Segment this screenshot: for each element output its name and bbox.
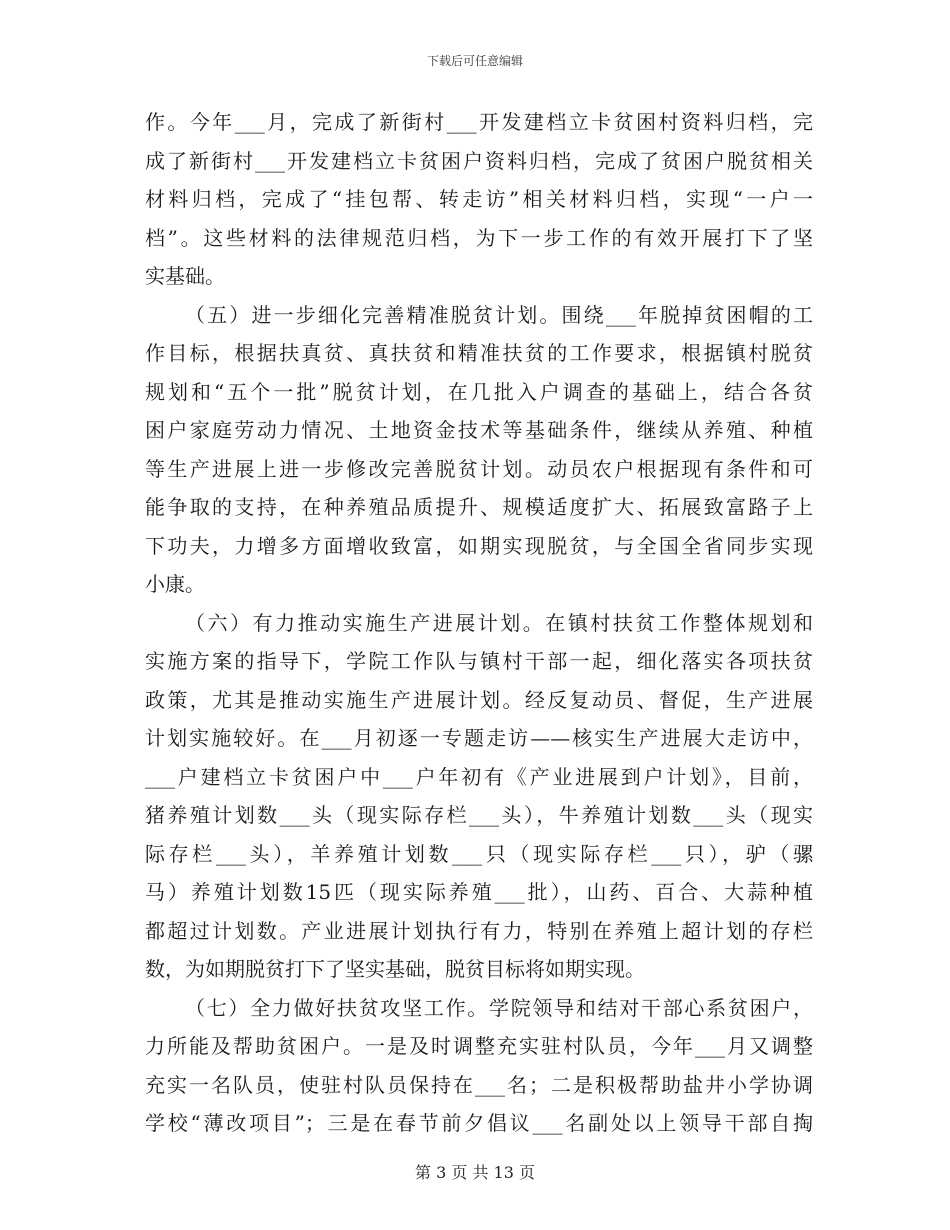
text-line: 充实一名队员，使驻村队员保持在___名；二是积极帮助盐井小学协调 (145, 1072, 813, 1097)
text-line: ___户建档立卡贫困户中___户年初有《产业进展到户计划》，目前， (145, 764, 813, 789)
document-body (145, 103, 813, 1143)
text-line: 都超过计划数。产业进展计划执行有力，特别在养殖上超计划的存栏 (145, 918, 813, 943)
text-line: 档”。这些材料的法律规范归档，为下一步工作的有效开展打下了坚 (145, 225, 813, 250)
text-line: 马）养殖计划数15匹（现实际养殖___批），山药、百合、大蒜种植 (145, 880, 813, 904)
text-line: 力所能及帮助贫困户。一是及时调整充实驻村队员，今年___月又调整 (145, 1034, 813, 1058)
text-line: 实基础。 (145, 264, 225, 288)
section-heading-line: （五）进一步细化完善精准脱贫计划。围绕___年脱掉贫困帽的工 (185, 302, 813, 327)
text-line: 下功夫，力增多方面增收致富，如期实现脱贫，与全国全省同步实现 (145, 533, 813, 558)
text-line: 小康。 (145, 572, 205, 596)
section-heading-line: （六）有力推动实施生产进展计划。在镇村扶贫工作整体规划和 (185, 610, 813, 635)
section-heading-line: （七）全力做好扶贫攻坚工作。学院领导和结对干部心系贫困户， (185, 995, 813, 1020)
text-line: 作。今年___月，完成了新街村___开发建档立卡贫困村资料归档，完 (145, 110, 813, 134)
text-line: 数，为如期脱贫打下了坚实基础，脱贫目标将如期实现。 (145, 957, 645, 981)
page-header-note: 下载后可任意编辑 (426, 54, 523, 68)
text-line: 材料归档，完成了“挂包帮、转走访”相关材料归档，实现“一户一 (145, 187, 813, 211)
text-line: 作目标，根据扶真贫、真扶贫和精准扶贫的工作要求，根据镇村脱贫 (145, 341, 813, 365)
text-line: 困户家庭劳动力情况、土地资金技术等基础条件，继续从养殖、种植 (145, 418, 813, 442)
text-line: 政策，尤其是推动实施生产进展计划。经反复动员、督促，生产进展 (145, 687, 813, 712)
page-number-footer: 第 3 页 共 13 页 (415, 1163, 535, 1182)
text-line: 猪养殖计划数___头（现实际存栏___头），牛养殖计划数___头（现实 (145, 803, 813, 827)
text-line: 等生产进展上进一步修改完善脱贫计划。动员农户根据现有条件和可 (145, 456, 813, 481)
text-line: 际存栏___头），羊养殖计划数___只（现实际存栏___只），驴（骡 (145, 841, 813, 866)
text-line: 成了新街村___开发建档立卡贫困户资料归档，完成了贫困户脱贫相关 (145, 148, 813, 173)
text-line: 学校“薄改项目”；三是在春节前夕倡议___名副处以上领导干部自掏 (145, 1111, 813, 1135)
text-line: 计划实施较好。在___月初逐一专题走访——核实生产进展大走访中， (145, 726, 813, 750)
text-line: 能争取的支持，在种养殖品质提升、规模适度扩大、拓展致富路子上 (145, 495, 813, 519)
text-line: 实施方案的指导下，学院工作队与镇村干部一起，细化落实各项扶贫 (145, 649, 813, 673)
text-line: 规划和“五个一批”脱贫计划，在几批入户调查的基础上，结合各贫 (145, 379, 813, 404)
